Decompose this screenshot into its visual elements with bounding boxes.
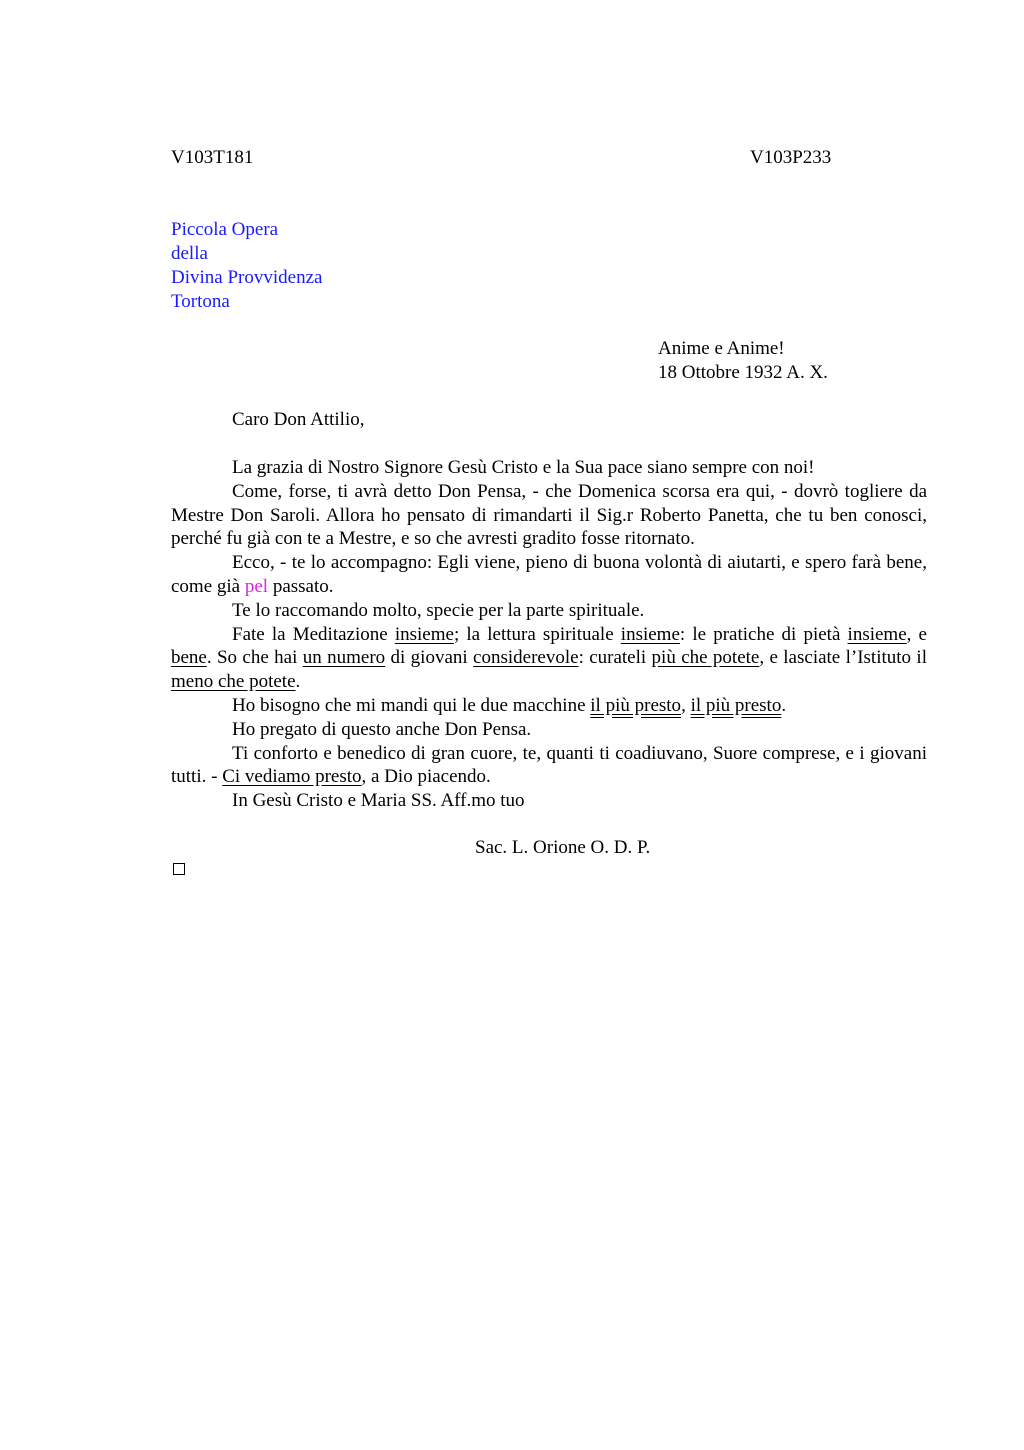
paragraph-text: Te lo raccomando molto, specie per la parte spirituale. — [232, 599, 645, 621]
letterhead — [171, 218, 322, 314]
closing-line: In Gesù Cristo e Maria SS. Aff.mo tuo — [232, 790, 525, 812]
dateline — [658, 337, 828, 385]
motto: Anime e Anime! — [658, 338, 785, 359]
paragraph-text: Ecco, - te lo accompagno: Egli viene, pieno di buona volontà di aiutarti, e spero farà bene, come già — [171, 552, 927, 597]
paragraph-text: , e lasciate l’Istituto il — [759, 647, 927, 669]
underlined-text: insieme — [394, 623, 454, 645]
underlined-text: più che potete — [651, 647, 760, 669]
document-ref-left: V103T181 — [171, 147, 254, 168]
double-underlined-text: il più presto — [590, 694, 682, 716]
paragraph — [171, 623, 927, 694]
letter-body — [171, 456, 927, 813]
paragraph-text: Ti conforto e benedico di gran cuore, te, quanti ti coadiuvano, Suore comprese, e i giovani tutti. - — [171, 742, 927, 788]
paragraph-text: : le pratiche di pietà — [679, 623, 848, 645]
salutation: Caro Don Attilio, — [232, 409, 365, 430]
paragraph-text: . — [781, 694, 787, 716]
paragraph-text: Fate la Meditazione — [232, 623, 395, 645]
paragraph-text: passato. — [268, 575, 334, 597]
paragraph-text: Ho bisogno che mi mandi qui le due macchine — [232, 694, 591, 716]
letterhead-line: Piccola Opera — [171, 219, 279, 240]
paragraph-text: di giovani — [385, 647, 474, 669]
underlined-text: meno che potete — [171, 671, 296, 693]
underlined-text: insieme — [620, 623, 680, 645]
paragraph — [171, 742, 927, 790]
paragraph-text: : curateli — [578, 647, 652, 669]
paragraph — [171, 718, 927, 742]
paragraph-text: . — [295, 671, 301, 693]
underlined-text: insieme — [847, 623, 907, 645]
double-underlined-text: il più presto — [690, 694, 782, 716]
letterhead-line: della — [171, 243, 208, 264]
paragraph-text: ; la lettura spirituale — [453, 623, 621, 645]
paragraph — [171, 599, 927, 623]
signature: Sac. L. Orione O. D. P. — [475, 837, 651, 858]
letterhead-line: Tortona — [171, 291, 230, 312]
underlined-text: un numero — [302, 647, 386, 669]
paragraph — [171, 694, 927, 718]
checkbox-square — [173, 863, 185, 875]
document-ref-right: V103P233 — [750, 147, 832, 168]
paragraph — [171, 480, 927, 551]
underlined-text: Ci vediamo presto — [222, 766, 362, 788]
letterhead-line: Divina Provvidenza — [171, 267, 323, 288]
underlined-text: bene — [171, 647, 207, 669]
paragraph — [171, 789, 927, 813]
underlined-text: considerevole — [473, 647, 579, 669]
paragraph-text: , e — [906, 623, 927, 645]
highlighted-word: pel — [244, 575, 269, 597]
paragraph-text: . So che hai — [206, 647, 303, 669]
paragraph — [171, 456, 927, 480]
paragraph — [171, 551, 927, 599]
paragraph-text: , a Dio piacendo. — [361, 766, 491, 788]
letter-date: 18 Ottobre 1932 A. X. — [658, 362, 828, 383]
paragraph-text: , — [681, 694, 691, 716]
paragraph-text: La grazia di Nostro Signore Gesù Cristo e la Sua pace siano sempre con noi! — [232, 457, 815, 478]
paragraph-text: Come, forse, ti avrà detto Don Pensa, - che Domenica scorsa era qui, - dovrò togliere da Mestre Don Saroli. Allora ho pensato di rimandarti il Sig.r Roberto Panetta, che tu ben conosci, perché fu già con te a Mestre, e so che avresti gradito fosse ritornato. — [171, 480, 927, 550]
paragraph-text: Ho pregato di questo anche Don Pensa. — [232, 718, 532, 740]
